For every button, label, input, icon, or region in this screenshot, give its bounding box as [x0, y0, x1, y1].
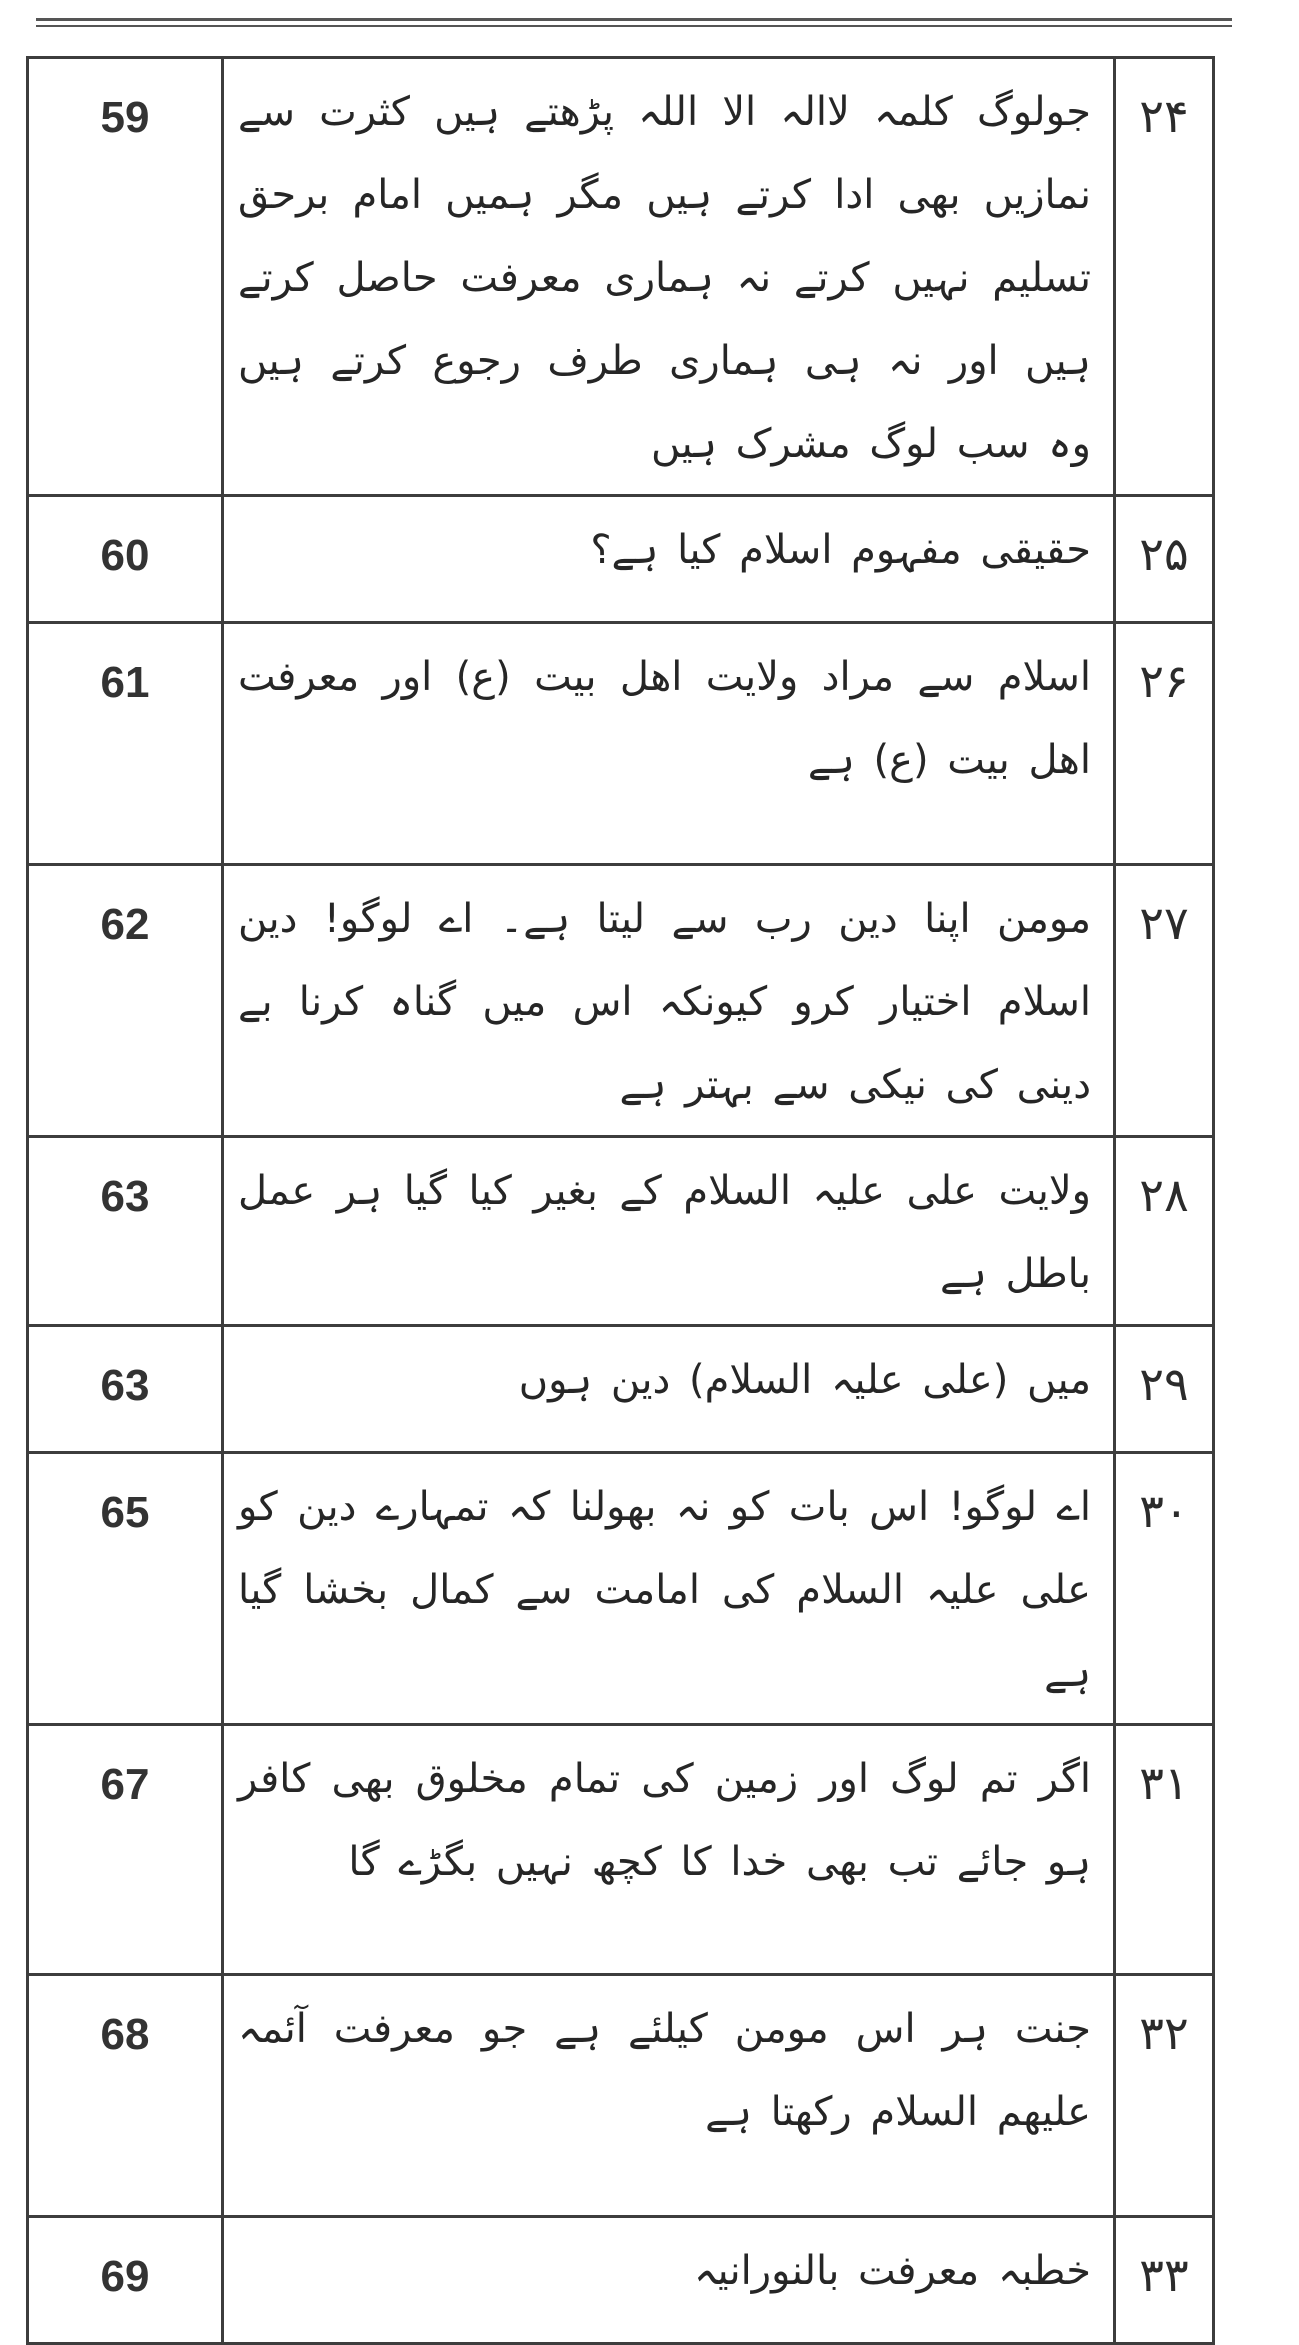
- page-number: 65: [28, 1453, 223, 1725]
- page-number: 59: [28, 58, 223, 496]
- table-row: [28, 496, 1214, 623]
- entry-title: ولایت علی علیہ السلام کے بغیر کیا گیا ہر عمل باطل ہے: [223, 1137, 1115, 1326]
- entry-number: ۳۰: [1115, 1453, 1214, 1725]
- entry-title: اگر تم لوگ اور زمین کی تمام مخلوق بھی کافر ہو جائے تب بھی خدا کا کچھ نہیں بگڑے گا: [223, 1725, 1115, 1975]
- entry-title: اسلام سے مراد ولایت اھل بیت (ع) اور معرفت اھل بیت (ع) ہے: [223, 623, 1115, 865]
- entry-number: ۳۱: [1115, 1725, 1214, 1975]
- entry-number: ۳۲: [1115, 1975, 1214, 2217]
- entry-title: جنت ہر اس مومن کیلئے ہے جو معرفت آئمہ علیھم السلام رکھتا ہے: [223, 1975, 1115, 2217]
- entry-title: اے لوگو! اس بات کو نہ بھولنا کہ تمہارے دین کو علی علیہ السلام کی امامت سے کمال بخشا گیا ہے: [223, 1453, 1115, 1725]
- entry-title: مومن اپنا دین رب سے لیتا ہے۔ اے لوگو! دین اسلام اختیار کرو کیونکہ اس میں گناہ کرنا بے دینی کی نیکی سے بہتر ہے: [223, 865, 1115, 1137]
- entry-number: ۳۳: [1115, 2217, 1214, 2344]
- entry-title: حقیقی مفہوم اسلام کیا ہے؟: [223, 496, 1115, 623]
- entry-number: ۲۶: [1115, 623, 1214, 865]
- table-row: [28, 2217, 1214, 2344]
- table-row: [28, 1975, 1214, 2217]
- entry-number: ۲۸: [1115, 1137, 1214, 1326]
- page-number: 68: [28, 1975, 223, 2217]
- entry-title: جولوگ کلمہ لاالہ الا اللہ پڑھتے ہیں کثرت سے نمازیں بھی ادا کرتے ہیں مگر ہمیں امام برحق تسلیم نہیں کرتے نہ ہماری معرفت حاصل کرتے ہیں اور نہ ہی ہماری طرف رجوع کرتے ہیں وہ سب لوگ مشرک ہیں: [223, 58, 1115, 496]
- table-row: [28, 623, 1214, 865]
- page-number: 63: [28, 1326, 223, 1453]
- page-number: 60: [28, 496, 223, 623]
- page-number: 69: [28, 2217, 223, 2344]
- entry-number: ۲۷: [1115, 865, 1214, 1137]
- top-divider: [36, 18, 1232, 21]
- table-of-contents: [26, 56, 1215, 2345]
- table-row: [28, 865, 1214, 1137]
- entry-number: ۲۵: [1115, 496, 1214, 623]
- table-row: [28, 1137, 1214, 1326]
- page-number: 61: [28, 623, 223, 865]
- entry-title: میں (علی علیہ السلام) دین ہوں: [223, 1326, 1115, 1453]
- entry-title: خطبہ معرفت بالنورانیہ: [223, 2217, 1115, 2344]
- table-row: [28, 1326, 1214, 1453]
- entry-number: ۲۴: [1115, 58, 1214, 496]
- page-number: 62: [28, 865, 223, 1137]
- table-row: [28, 58, 1214, 496]
- table-row: [28, 1453, 1214, 1725]
- top-divider-inner: [36, 25, 1232, 27]
- page-number: 63: [28, 1137, 223, 1326]
- page-number: 67: [28, 1725, 223, 1975]
- table-row: [28, 1725, 1214, 1975]
- entry-number: ۲۹: [1115, 1326, 1214, 1453]
